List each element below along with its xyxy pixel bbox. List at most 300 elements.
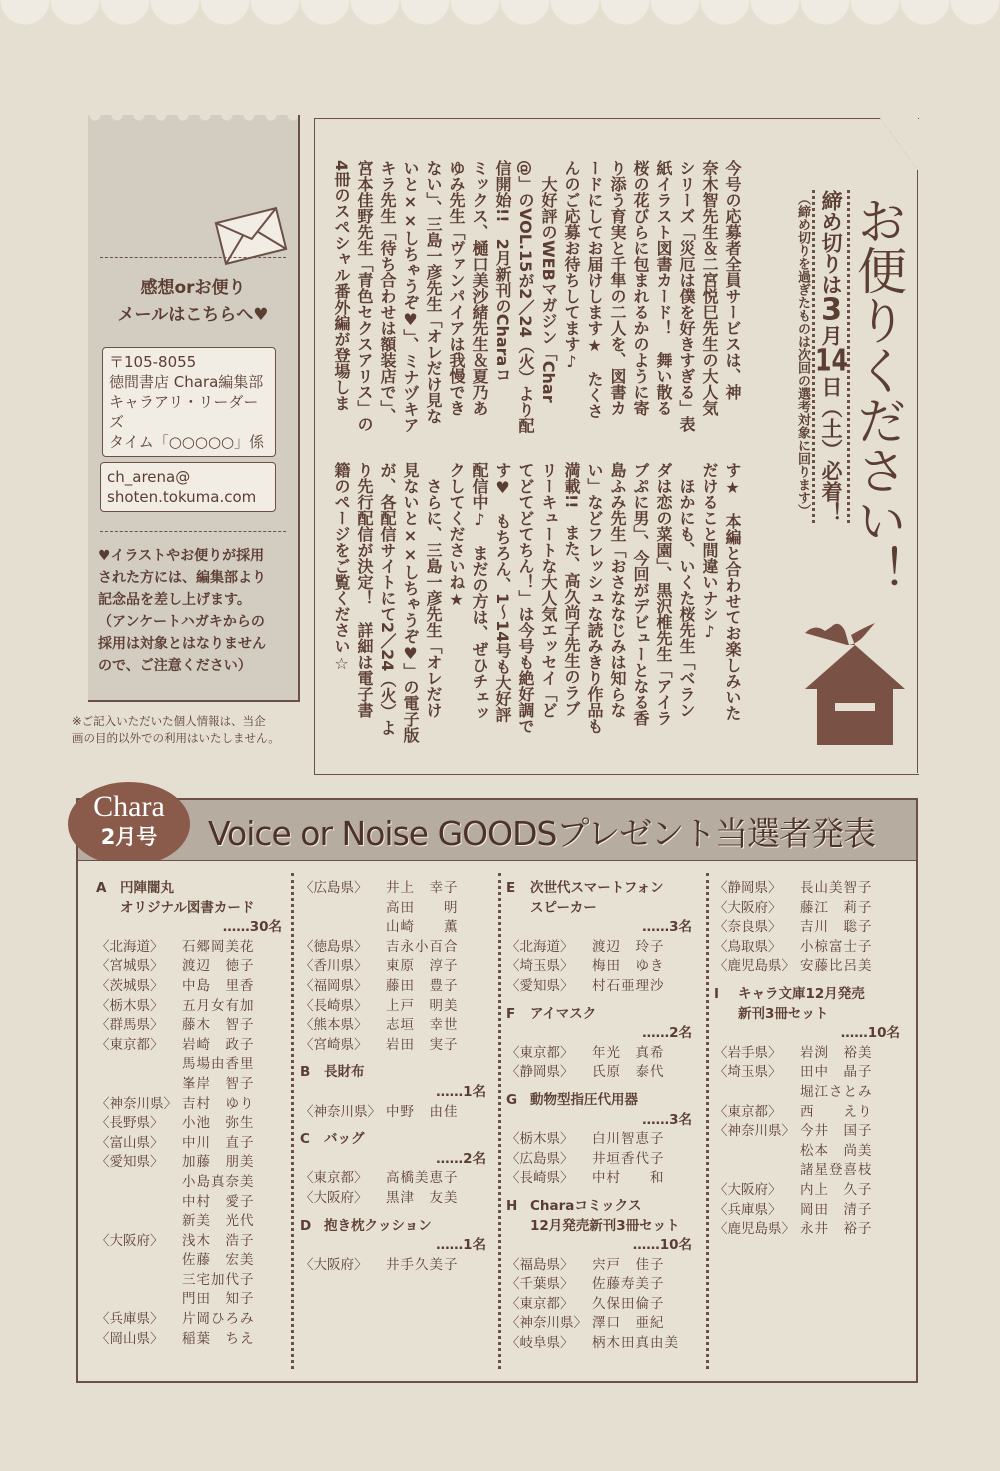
winner-name: 新美 光代 (182, 1213, 255, 1230)
winner-row (96, 997, 292, 1017)
winner-row (714, 918, 910, 938)
winner-prefecture: 〈栃木県〉 (96, 997, 164, 1014)
winner-name: 澤口 亜紀 (592, 1315, 665, 1332)
winner-prefecture: 〈栃木県〉 (506, 1131, 574, 1148)
winners-list (76, 860, 918, 1383)
winner-prefecture: 〈千葉県〉 (506, 1276, 574, 1293)
winner-row (300, 918, 496, 938)
winner-name: 中川 直子 (182, 1134, 255, 1151)
winner-row (96, 1212, 292, 1232)
prize-letter: F (506, 1005, 516, 1022)
body-line: てどてどてちん！」は今号も絶好調で (516, 462, 535, 734)
prize-letter: A (96, 880, 107, 896)
contact-heading (88, 275, 298, 329)
winner-row (300, 997, 496, 1017)
winner-name: 中野 由佳 (386, 1103, 459, 1120)
winner-row (300, 938, 496, 958)
winner-row (96, 1173, 292, 1193)
prize-title-row (300, 1217, 496, 1237)
note-line: ♥イラストやお便りが採用 (98, 548, 265, 564)
prize-heading (300, 1130, 496, 1169)
address-line: キャラアリ・リーダーズ (109, 393, 259, 431)
body-line: クしてくださいね★ (447, 462, 466, 609)
prize-count: ……1名 (436, 1237, 486, 1254)
prize-title: 長財布 (324, 1064, 365, 1081)
winner-row (96, 1153, 292, 1173)
prize-count: ……10名 (840, 1025, 900, 1042)
winner-row (506, 1314, 702, 1334)
prize-heading (300, 1063, 496, 1102)
body-line: 4冊のスペシャル番外編が登場しま (332, 160, 351, 412)
winner-prefecture: 〈北海道〉 (96, 938, 164, 955)
body-line: り先行配信が決定！ 詳細は電子書 (355, 462, 374, 718)
winner-prefecture: 〈鹿児島県〉 (714, 958, 795, 975)
winner-row (96, 1251, 292, 1271)
prize-title: 抱き枕クッション (324, 1217, 432, 1234)
winner-prefecture: 〈兵庫県〉 (714, 1201, 782, 1218)
winner-name: 松本 尚美 (800, 1142, 873, 1159)
winner-name: 岩崎 政子 (182, 1036, 255, 1053)
winner-name: 今井 国子 (800, 1123, 873, 1140)
winner-prefecture (96, 1271, 182, 1291)
prize-title: スピーカー (530, 899, 597, 916)
winner-prefecture: 〈徳島県〉 (300, 938, 368, 955)
winner-row (506, 1150, 702, 1170)
divider (100, 257, 286, 258)
winner-row (506, 957, 702, 977)
winner-name: 東原 淳子 (386, 958, 459, 975)
winner-name: 吉村 ゆり (182, 1095, 255, 1112)
winner-row (714, 1142, 910, 1162)
prize-letter: D (300, 1217, 312, 1234)
note-line: （アンケートハガキからの (98, 614, 265, 630)
prize-title-row (300, 1063, 496, 1083)
prize-letter: E (506, 880, 516, 896)
winner-row (714, 957, 910, 977)
prize-title: アイマスク (530, 1005, 597, 1022)
winner-row (300, 957, 496, 977)
body-line: 満載!! また、高久尚子先生のラブ (562, 462, 581, 717)
prize-title: 次世代スマートフォン (530, 880, 664, 896)
winner-prefecture (96, 1251, 182, 1271)
winner-prefecture: 〈埼玉県〉 (506, 958, 574, 975)
prize-letter: G (506, 1091, 518, 1108)
winner-row (96, 1271, 292, 1291)
winner-row (714, 879, 910, 899)
winner-prefecture: 〈茨城県〉 (96, 977, 164, 994)
winner-row (506, 1275, 702, 1295)
winner-row (714, 1083, 910, 1103)
winner-row (506, 1256, 702, 1276)
prize-title-row (300, 1130, 496, 1150)
winners-column (96, 879, 292, 1349)
body-line: ミックス、樋口美沙緒先生＆夏乃あ (470, 160, 489, 416)
body-line: 籍のページをご覧ください☆ (332, 462, 351, 673)
winner-name: 中村 愛子 (182, 1193, 255, 1210)
body-line: @」のVOL.15が2／24（火）より配 (516, 160, 535, 434)
winner-prefecture: 〈愛知県〉 (96, 1154, 164, 1171)
prize-title: キャラ文庫12月発売 (738, 985, 865, 1002)
body-line: 紙イラスト図書カード！ 舞い散る (654, 160, 673, 416)
winner-name: 小椋富士子 (800, 938, 873, 955)
body-line: 宮本佳野先生「青色セクスアリス」の (355, 160, 374, 432)
winner-prefecture: 〈長野県〉 (96, 1115, 164, 1132)
prize-title: 円陣闇丸 (120, 880, 174, 896)
winner-prefecture: 〈鳥取県〉 (714, 938, 782, 955)
body-line: 島ふみ先生「おさななじみは知らな (608, 462, 627, 718)
body-line: 奈木智先生＆二宮悦巳先生の大人気 (700, 160, 719, 416)
winner-row (714, 899, 910, 919)
winner-name: 中村 和 (592, 1170, 665, 1187)
body-line: リーキュートな大人気エッセイ「ど (539, 462, 558, 718)
winner-prefecture: 〈大阪府〉 (300, 1189, 368, 1206)
winner-name: 村石亜理沙 (592, 977, 665, 994)
winner-row (96, 977, 292, 997)
prize-count: ……2名 (642, 1025, 692, 1042)
prize-count: ……3名 (642, 919, 692, 936)
column-divider (706, 873, 709, 1369)
winner-name: 峯岸 智子 (182, 1075, 255, 1092)
winner-row (506, 1130, 702, 1150)
winner-name: 渡辺 徳子 (182, 958, 255, 975)
winner-row (96, 1134, 292, 1154)
winner-name: 石郷岡美花 (182, 938, 255, 955)
footnote-line: 画の目的以外での利用はいたしません。 (72, 731, 280, 745)
winner-prefecture: 〈群馬県〉 (96, 1017, 164, 1034)
winner-name: 高田 明 (386, 899, 459, 916)
winner-name: 藤田 豊子 (386, 977, 459, 994)
winner-prefecture: 〈静岡県〉 (506, 1064, 574, 1081)
body-line: ない」、三島一彦先生「オレだけ見な (424, 160, 443, 424)
prize-heading (506, 1197, 702, 1256)
winner-name: 志垣 幸世 (386, 1017, 459, 1034)
prize-heading (506, 879, 702, 938)
prize-letter: B (300, 1064, 311, 1081)
body-line: ダは恋の菜園」、黒沢椎先生「アイラ (654, 462, 673, 726)
body-line: んのご応募お待ちしてます♪ (562, 160, 581, 371)
winner-prefecture: 〈福岡県〉 (300, 977, 368, 994)
winner-prefecture: 〈広島県〉 (300, 880, 368, 896)
winner-name: 井上 幸子 (386, 880, 459, 896)
winners-column (714, 879, 910, 1240)
winner-prefecture: 〈静岡県〉 (714, 880, 782, 896)
winner-row (300, 1016, 496, 1036)
winner-name: 永井 裕子 (800, 1221, 873, 1238)
winner-row (96, 1036, 292, 1056)
winner-name: 小池 弥生 (182, 1115, 255, 1132)
winner-name: 黒津 友美 (386, 1189, 459, 1206)
folded-corner-cut (880, 118, 918, 170)
winner-prefecture: 〈長崎県〉 (506, 1170, 574, 1187)
prize-letter: C (300, 1131, 310, 1148)
heading-line: 感想orお便り (140, 278, 246, 298)
prize-title-row (714, 985, 910, 1005)
winner-prefecture: 〈宮崎県〉 (300, 1036, 368, 1053)
winner-row (506, 1169, 702, 1189)
winner-name: 田中 晶子 (800, 1064, 873, 1081)
winner-prefecture: 〈広島県〉 (506, 1150, 574, 1167)
prize-letter: H (506, 1197, 518, 1214)
prize-note (98, 545, 288, 677)
winner-name: 藤江 莉子 (800, 899, 873, 916)
winner-prefecture: 〈東京都〉 (714, 1103, 782, 1120)
prize-heading (300, 1217, 496, 1256)
prize-title-row (506, 879, 702, 899)
winner-prefecture (300, 918, 386, 938)
winner-name: 中島 里香 (182, 977, 255, 994)
winner-prefecture: 〈神奈川県〉 (300, 1103, 381, 1120)
winner-prefecture: 〈福島県〉 (506, 1256, 574, 1273)
scalloped-border (0, 0, 1000, 40)
winner-name: 堀江さとみ (800, 1083, 873, 1100)
winner-row (96, 1290, 292, 1310)
body-line: だけること間違いナシ♪ (700, 462, 719, 641)
winner-row (96, 1330, 292, 1350)
winner-name: 井垣香代子 (592, 1150, 665, 1167)
winner-prefecture: 〈香川県〉 (300, 958, 368, 975)
note-line: された方には、編集部より (98, 570, 266, 586)
prize-title: 新刊3冊セット (738, 1005, 829, 1022)
winner-row (714, 1122, 910, 1142)
postal-address (102, 347, 276, 457)
issue-badge (68, 782, 190, 866)
body-line: す★ 本編と合わせてお楽しみいた (723, 462, 742, 721)
winner-prefecture: 〈神奈川県〉 (506, 1315, 587, 1332)
winner-row (300, 899, 496, 919)
badge-magazine: Chara (93, 790, 165, 823)
winner-row (506, 1295, 702, 1315)
winner-row (714, 938, 910, 958)
prize-title: 動物型指圧代用器 (530, 1091, 638, 1108)
winner-prefecture: 〈東京都〉 (300, 1170, 368, 1187)
winner-prefecture: 〈神奈川県〉 (714, 1123, 795, 1140)
winner-name: 佐藤寿美子 (592, 1276, 665, 1293)
email-line[interactable]: ch_arena@ (107, 468, 191, 486)
winner-row (300, 1256, 496, 1276)
winner-prefecture: 〈富山県〉 (96, 1134, 164, 1151)
contact-panel (88, 115, 300, 702)
body-line: さらに、三島一彦先生「オレだけ (424, 462, 443, 718)
winner-name: 柄木田真由美 (592, 1335, 679, 1352)
winner-row (506, 977, 702, 997)
winner-row (96, 1310, 292, 1330)
winner-prefecture: 〈神奈川県〉 (96, 1095, 177, 1112)
results-title: Voice or Noise GOODSプレゼント当選者発表 (208, 814, 876, 853)
prize-count: ……2名 (436, 1150, 486, 1167)
body-line: シリーズ「災厄は僕を好きすぎる」表 (677, 160, 696, 432)
winner-row (714, 1063, 910, 1083)
winner-prefecture: 〈長崎県〉 (300, 997, 368, 1014)
winner-prefecture: 〈愛知県〉 (506, 977, 574, 994)
winner-prefecture: 〈北海道〉 (506, 938, 574, 955)
winner-row (506, 1334, 702, 1354)
winner-name: 門田 知子 (182, 1291, 255, 1308)
prize-heading (506, 1005, 702, 1044)
winner-prefecture (96, 1212, 182, 1232)
body-line: いと××しちゃうぞ♥」、ミナヅキア (401, 160, 420, 433)
winner-row (714, 1044, 910, 1064)
winner-row (96, 1075, 292, 1095)
prize-title-row (506, 1091, 702, 1111)
winner-name: 稲葉 ちえ (182, 1330, 255, 1347)
prize-count: ……30名 (222, 919, 282, 936)
winner-row (714, 1103, 910, 1123)
body-line: ゆみ先生「ヴァンパイアは我慢でき (447, 160, 466, 416)
winner-name: 藤木 智子 (182, 1017, 255, 1034)
winner-name: 年光 真希 (592, 1044, 665, 1061)
winner-prefecture: 〈兵庫県〉 (96, 1311, 164, 1328)
winner-prefecture: 〈岡山県〉 (96, 1330, 164, 1347)
deadline (812, 190, 850, 523)
notice-body-bottom (330, 462, 744, 762)
deadline-day: 14 (815, 346, 848, 376)
note-line: 採用は対象とはなりません (98, 636, 266, 652)
winner-prefecture: 〈宮城県〉 (96, 958, 164, 975)
winner-prefecture (96, 1055, 182, 1075)
body-line: 今号の応募者全員サービスは、神 (723, 160, 742, 400)
deadline-note: （締め切りを過ぎたものは次回の選考対象に回ります） (795, 192, 810, 517)
torn-edge (88, 115, 298, 123)
prize-count: ……10名 (632, 1237, 692, 1254)
winner-name: 岩田 実子 (386, 1036, 459, 1053)
deadline-text: 日（土）必着！ (819, 376, 843, 523)
prize-count: ……1名 (436, 1083, 486, 1100)
prize-heading (96, 879, 292, 938)
winner-name: 高橋美恵子 (386, 1170, 459, 1187)
prize-heading (506, 1091, 702, 1130)
winner-name: 氏原 泰代 (592, 1064, 665, 1081)
winner-row (714, 1181, 910, 1201)
mailbox-house-icon (805, 605, 905, 745)
winner-prefecture: 〈大阪府〉 (300, 1256, 368, 1273)
winner-name: 宍戸 佳子 (592, 1256, 665, 1273)
winner-row (96, 1055, 292, 1075)
winner-row (714, 1201, 910, 1221)
winner-name: 諸星登喜枝 (800, 1162, 873, 1179)
winners-column (506, 879, 702, 1354)
winner-prefecture (714, 1083, 800, 1103)
winner-row (506, 1063, 702, 1083)
winner-row (96, 957, 292, 977)
winner-prefecture (96, 1075, 182, 1095)
divider (100, 531, 286, 532)
winner-name: 梅田 ゆき (592, 958, 665, 975)
prize-title: バッグ (324, 1131, 365, 1148)
winner-prefecture (714, 1142, 800, 1162)
heading-line: メールはこちらへ♥ (117, 305, 269, 325)
body-line: す♥ もちろん、1～14号も大好評 (493, 462, 512, 723)
notice-frame-edge (917, 170, 918, 773)
prize-letter: I (714, 985, 720, 1002)
prize-title-row (506, 1197, 702, 1217)
deadline-text: 締め切りは (819, 190, 843, 295)
winner-row (96, 1193, 292, 1213)
prize-title: 12月発売新刊3冊セット (530, 1217, 680, 1234)
notice-title: お便りください！ (849, 195, 907, 595)
prize-title-row (506, 1005, 702, 1025)
prize-title: オリジナル図書カード (120, 899, 255, 916)
privacy-footnote (72, 713, 304, 747)
winner-prefecture: 〈岐阜県〉 (506, 1335, 574, 1352)
winner-name: 馬場由香里 (182, 1056, 255, 1073)
deadline-month: 3 (821, 295, 842, 325)
winner-name: 吉永小百合 (386, 938, 459, 955)
badge-issue: 2月号 (100, 825, 158, 849)
winner-prefecture (96, 1193, 182, 1213)
winner-row (300, 1103, 496, 1123)
winner-prefecture: 〈東京都〉 (96, 1036, 164, 1053)
body-line: 信開始!! 2月新刊のCharaコ (493, 160, 512, 383)
winner-prefecture: 〈東京都〉 (506, 1295, 574, 1312)
winner-name: 浅木 浩子 (182, 1232, 255, 1249)
winner-prefecture: 〈大阪府〉 (714, 1181, 782, 1198)
email-address[interactable] (100, 462, 276, 512)
prize-heading (714, 985, 910, 1044)
body-line: が、各配信サイトにて2／24（火）よ (378, 462, 397, 736)
winner-name: 佐藤 宏美 (182, 1252, 255, 1269)
winner-name: 内上 久子 (800, 1181, 873, 1198)
address-line: 徳間書店 Chara編集部 (109, 373, 264, 391)
winner-name: 三宅加代子 (182, 1271, 255, 1288)
prize-title: Charaコミックス (530, 1197, 642, 1214)
winner-row (714, 1161, 910, 1181)
winner-row (506, 938, 702, 958)
winner-name: 西 えり (800, 1103, 873, 1120)
footnote-line: ※ご記入いただいた個人情報は、当企 (72, 714, 266, 728)
deadline-text: 月 (819, 325, 843, 346)
prize-title-row (96, 879, 292, 899)
winner-name: 上戸 明美 (386, 997, 459, 1014)
body-line: ブぷに男」、今回がデビューとなる香 (631, 462, 650, 726)
winner-prefecture (300, 899, 386, 919)
winner-name: 安藤比呂美 (800, 958, 873, 975)
winner-prefecture: 〈鹿児島県〉 (714, 1221, 795, 1238)
body-line: ほかにも、いくた桜先生「ベラン (677, 462, 696, 718)
winner-name: 小島真奈美 (182, 1173, 255, 1190)
winner-prefecture: 〈大阪府〉 (714, 899, 782, 916)
address-line: 〒105-8055 (109, 353, 197, 371)
prize-count: ……3名 (642, 1111, 692, 1128)
column-divider (498, 873, 501, 1369)
body-line: り添う育実と千隼の二人を、図書カ (608, 160, 627, 416)
body-line: 大好評のWEBマガジン「Char (539, 160, 558, 403)
winner-row (300, 879, 496, 899)
winner-row (300, 1189, 496, 1209)
winner-row (96, 938, 292, 958)
body-line: い」などフレッシュな読みきり作品も (585, 462, 604, 734)
winner-row (506, 1044, 702, 1064)
address-line: タイム「○○○○○」係 (109, 433, 265, 451)
note-line: ので、ご注意ください） (98, 658, 252, 674)
winner-prefecture (96, 1173, 182, 1193)
body-line: 見ないと××しちゃうぞ♥」の電子版 (401, 462, 420, 743)
winner-prefecture: 〈埼玉県〉 (714, 1064, 782, 1081)
email-line[interactable]: shoten.tokuma.com (107, 488, 257, 506)
winner-name: 岡田 清子 (800, 1201, 873, 1218)
winner-prefecture (714, 1161, 800, 1181)
winner-prefecture: 〈岩手県〉 (714, 1044, 782, 1061)
winner-row (96, 1232, 292, 1252)
notice-body-top (330, 160, 744, 445)
winner-row (96, 1016, 292, 1036)
body-line: ードにしてお届けします★ たくさ (585, 160, 604, 419)
winner-name: 加藤 朋美 (182, 1154, 255, 1171)
winner-row (96, 1095, 292, 1115)
winner-row (96, 1114, 292, 1134)
winner-name: 吉川 聡子 (800, 919, 873, 936)
winner-row (300, 1169, 496, 1189)
winner-name: 井手久美子 (386, 1256, 459, 1273)
